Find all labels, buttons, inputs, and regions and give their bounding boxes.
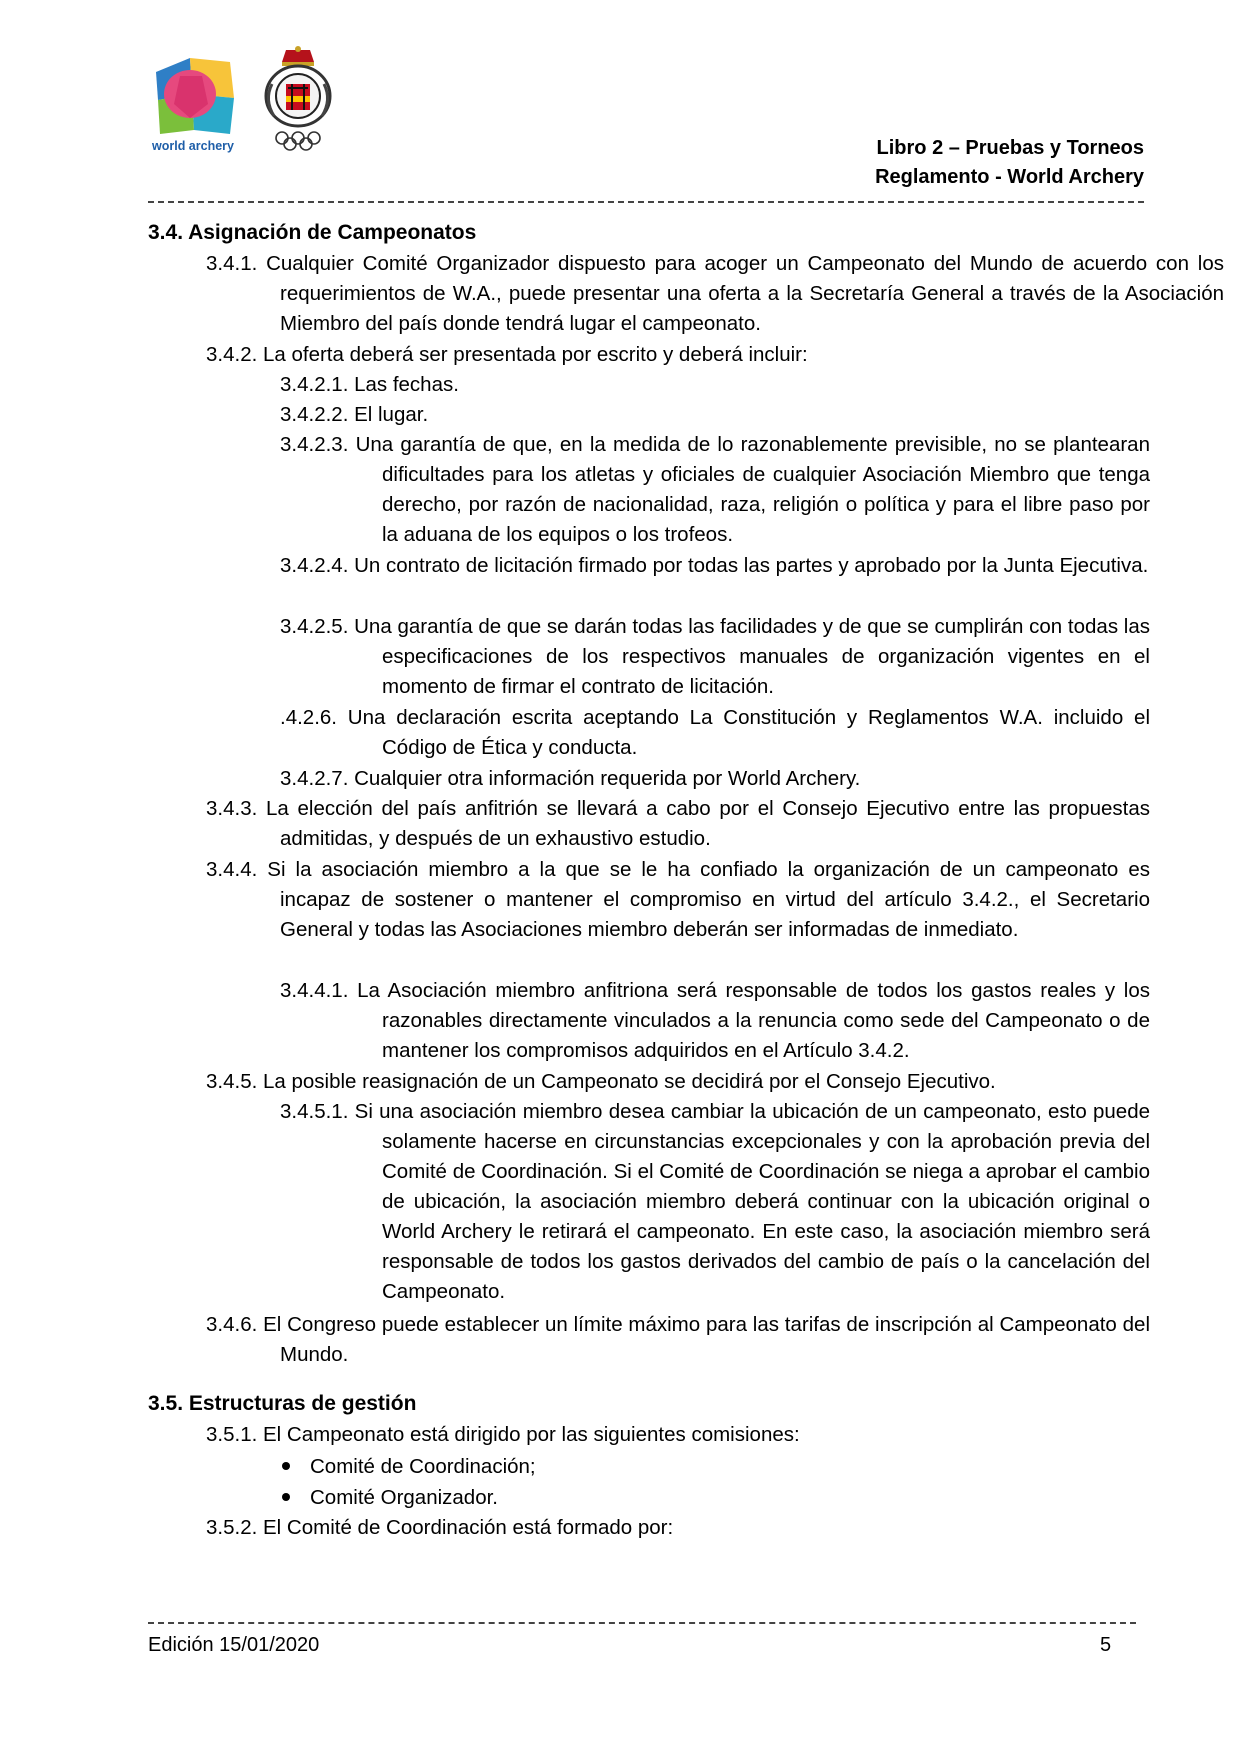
paragraph-3-5-2: 3.5.2. El Comité de Coordinación está formado por: — [206, 1516, 674, 1539]
bullet-text: Comité de Coordinación; — [310, 1455, 536, 1478]
world-archery-logo — [150, 54, 240, 154]
federation-crest-logo — [258, 44, 338, 154]
bullet-icon — [282, 1462, 290, 1470]
bullet-text: Comité Organizador. — [310, 1486, 499, 1509]
section-heading-3-5: 3.5. Estructuras de gestión — [148, 1392, 417, 1415]
bullet-item — [282, 1483, 498, 1513]
regulation-title: Reglamento - World Archery — [875, 166, 1144, 188]
paragraph-3-4-2: 3.4.2. La oferta deberá ser presentada por escrito y deberá incluir: — [206, 343, 808, 366]
paragraph-3-4-2-5: 3.4.2.5. Una garantía de que se darán todas las facilidades y de que se cumplirán con todas las especificaciones de los respectivos manuales de organización vigentes en el momento de firmar el contrato de licitación. — [280, 615, 1150, 698]
world-archery-wordmark: world archery — [152, 139, 234, 153]
edition-date: Edición 15/01/2020 — [148, 1634, 320, 1656]
header-divider — [148, 201, 1144, 203]
paragraph-3-4-1: 3.4.1. Cualquier Comité Organizador dispuesto para acoger un Campeonato del Mundo de acuerdo con los requerimientos de W.A., puede presentar una oferta a la Secretaría General a través de la Asociación Miembro del país donde tendrá lugar el campeonato. — [206, 252, 1224, 335]
section-heading-3-4: 3.4. Asignación de Campeonatos — [148, 221, 477, 244]
paragraph-3-4-2-1: 3.4.2.1. Las fechas. — [280, 373, 459, 396]
paragraph-3-4-3: 3.4.3. La elección del país anfitrión se llevará a cabo por el Consejo Ejecutivo entre las propuestas admitidas, y después de un exhaustivo estudio. — [206, 797, 1150, 850]
paragraph-3-4-6: 3.4.6. El Congreso puede establecer un límite máximo para las tarifas de inscripción al Campeonato del Mundo. — [206, 1313, 1150, 1366]
book-title: Libro 2 – Pruebas y Torneos — [876, 137, 1144, 159]
bullet-item — [282, 1452, 536, 1482]
document-header — [875, 134, 1144, 192]
paragraph-3-4-2-4: 3.4.2.4. Un contrato de licitación firmado por todas las partes y aprobado por la Junta Ejecutiva. — [280, 554, 1149, 577]
footer-divider — [148, 1622, 1136, 1624]
paragraph-3-4-2-3: 3.4.2.3. Una garantía de que, en la medida de lo razonablemente previsible, no se plantearan dificultades para los atletas y oficiales de cualquier Asociación Miembro que tenga derecho, por razón de nacionalidad, raza, religión o política y para el libre paso por la aduana de los equipos o los trofeos. — [280, 433, 1150, 546]
paragraph-3-4-2-2: 3.4.2.2. El lugar. — [280, 403, 429, 426]
paragraph-3-4-2-7: 3.4.2.7. Cualquier otra información requerida por World Archery. — [280, 767, 861, 790]
page-number: 5 — [1100, 1634, 1112, 1656]
paragraph-3-4-4: 3.4.4. Si la asociación miembro a la que se le ha confiado la organización de un campeonato es incapaz de sostener o mantener el compromiso en virtud del artículo 3.4.2., el Secretario General y todas las Asociaciones miembro deberán ser informadas de inmediato. — [206, 858, 1150, 941]
paragraph-3-4-4-1: 3.4.4.1. La Asociación miembro anfitriona será responsable de todos los gastos reales y los razonables directamente vinculados a la renuncia como sede del Campeonato o de mantener los compromisos adquiridos en el Artículo 3.4.2. — [280, 979, 1150, 1062]
bullet-icon — [282, 1493, 290, 1501]
paragraph-3-4-2-6: .4.2.6. Una declaración escrita aceptando La Constitución y Reglamentos W.A. incluido el Código de Ética y conducta. — [280, 706, 1150, 759]
paragraph-3-4-5-1: 3.4.5.1. Si una asociación miembro desea cambiar la ubicación de un campeonato, esto puede solamente hacerse en circunstancias excepcionales y con la aprobación previa del Comité de Coordinación. Si el Comité de Coordinación se niega a aprobar el cambio de ubicación, la asociación miembro deberá continuar con la ubicación original o World Archery le retirará el campeonato. En este caso, la asociación miembro será responsable de todos los gastos derivados del cambio de país o la cancelación del Campeonato. — [280, 1100, 1150, 1303]
paragraph-3-4-5: 3.4.5. La posible reasignación de un Campeonato se decidirá por el Consejo Ejecutivo. — [206, 1070, 996, 1093]
paragraph-3-5-1: 3.5.1. El Campeonato está dirigido por las siguientes comisiones: — [206, 1423, 800, 1446]
